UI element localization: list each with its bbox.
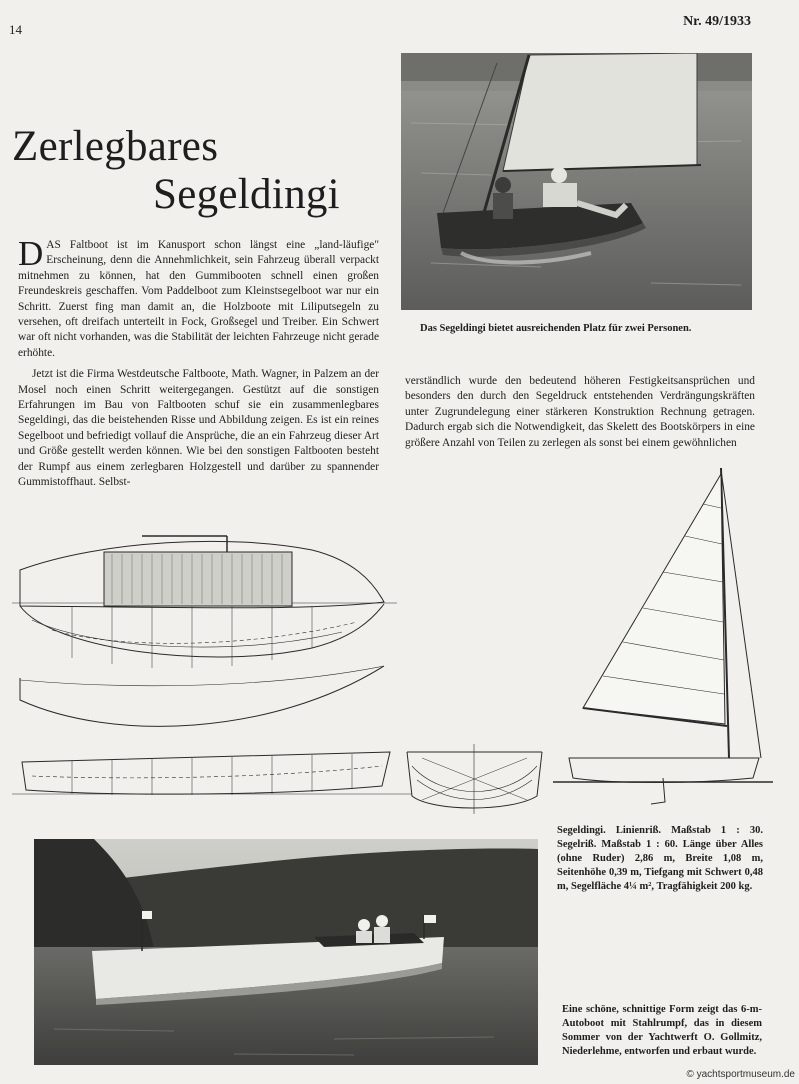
photo-motorboat bbox=[34, 839, 538, 1065]
sail-plan-drawing bbox=[553, 462, 773, 812]
article-column-right bbox=[405, 374, 755, 451]
article-paragraph-1: AS Faltboot ist im Kanusport schon längst eine „land-läufige" Erscheinung, denn die Annehmlichkeit, sein Fahrzeug überall verpackt mitnehmen zu können, hat den Gummibooten schnell einen großen Freundeskreis geschaffen. Vom Paddelboot zum Kleinstsegelboot war nur ein Schritt. Zuerst fing man damit an, die Holzboote mit Liliputsegeln zu versehen, oft dreifach unterteilt in Fock, Großsegel und Treiber. Ein Schwert war oft nicht vorhanden, was die Stabilität der leichten Fahrzeuge nicht gerade erhöhte. bbox=[18, 239, 379, 359]
caption-photo-bottom: Eine schöne, schnittige Form zeigt das 6-m-Autoboot mit Stahlrumpf, das in diesem Sommer von der Yachtwerft O. Gollmitz, Niederlehme, entworfen und erbaut wurde. bbox=[562, 1004, 762, 1057]
issue-number: Nr. 49/1933 bbox=[683, 14, 751, 29]
caption-photo-top: Das Segeldingi bietet ausreichenden Platz für zwei Personen. bbox=[420, 323, 692, 334]
article-column-left bbox=[18, 234, 379, 491]
article-paragraph-3: verständlich wurde den bedeutend höheren Festigkeitsansprüchen und besonders den durch den Segeldruck entstehenden Verdrängungskräften unter Zugrundelegung einer stärkeren Konstruktion Rechnung getragen. Dadurch ergab sich die Notwendigkeit, das Skelett des Bootskörpers in eine größere Anzahl von Teilen zu zerlegen als sonst bei einem gewöhnlichen bbox=[405, 375, 755, 449]
article-title-line1: Zerlegbares bbox=[12, 123, 219, 170]
drop-cap: D bbox=[18, 234, 44, 273]
photo-sailing-dinghy bbox=[401, 53, 752, 310]
article-paragraph-2: Jetzt ist die Firma Westdeutsche Faltboote, Math. Wagner, in Palzem an der Mosel noch einen Schritt weitergegangen. Gestützt auf die sonstigen Erfahrungen im Bau von Faltbooten schuf sie ein zusammenlegbares Segeldingi, das die beistehenden Risse und Abbildung zeigen. Es ist ein reines Segelboot und befriedigt vollauf die Ansprüche, die an ein Fahrzeug dieser Art und Größe gestellt werden können. Wie bei den sonstigen Faltbooten besteht der Rumpf aus einem zerlegbaren Holzgestell und darüber zu spannender Gummistoffhaut. Selbst- bbox=[18, 368, 379, 489]
hull-lines-drawing bbox=[12, 530, 547, 820]
article-title-line2: Segeldingi bbox=[153, 171, 340, 218]
watermark: © yachtsportmuseum.de bbox=[686, 1069, 795, 1080]
page-number: 14 bbox=[9, 22, 22, 37]
caption-drawing: Segeldingi. Linienriß. Maßstab 1 : 30. Segelriß. Maßstab 1 : 60. Länge über Alles (ohne Ruder) 2,86 m, Breite 1,08 m, Seitenhöhe 0,39 m, Tiefgang mit Schwert 0,48 m, Segelfläche 4¼ m², Tragfähigkeit 200 kg. bbox=[557, 825, 763, 892]
